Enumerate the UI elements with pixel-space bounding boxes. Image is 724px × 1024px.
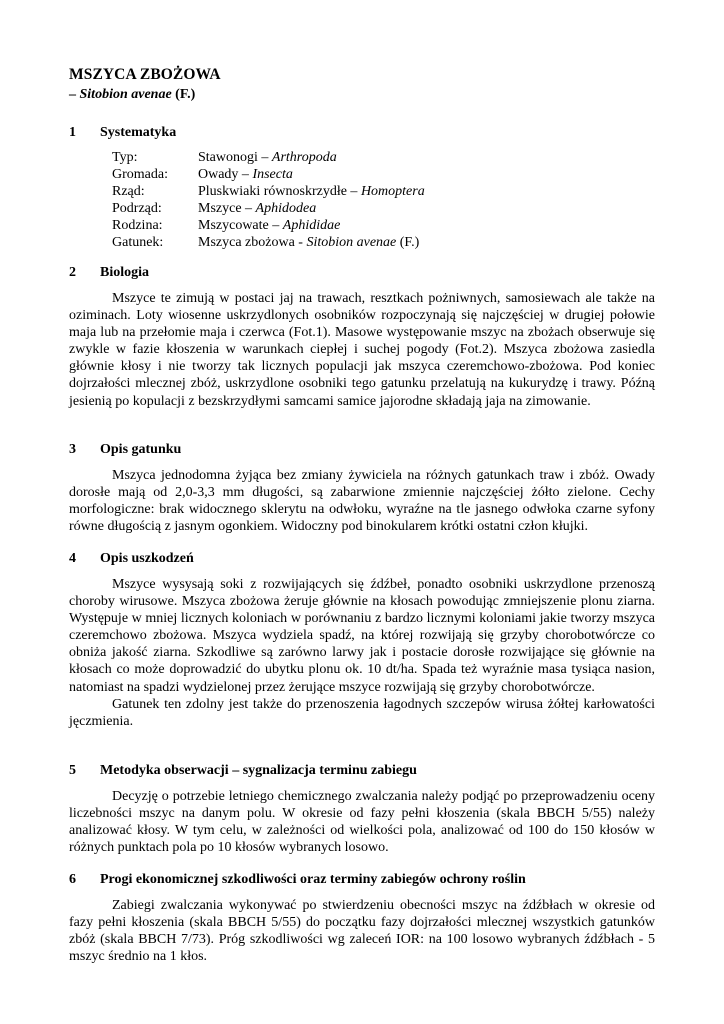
paragraph-opis-gatunku-block: [69, 467, 655, 535]
section-number: 4: [69, 551, 76, 566]
section-heading-opis-uszkodzen: [69, 551, 194, 567]
section-number: 3: [69, 442, 76, 457]
section-number: 2: [69, 265, 76, 280]
taxonomy-key: Gromada:: [112, 167, 168, 182]
section-title: Metodyka obserwacji – sygnalizacja terminu zabiegu: [100, 763, 417, 778]
paragraph-metodyka: Decyzję o potrzebie letniego chemicznego zwalczania należy podjąć po przeprowadzeniu oceny liczebności mszyc na danym polu. W okresie od fazy pełni kłoszenia (skala BBCH 5/55) należy analizować kłosy. W tym celu, w zależności od wielkości pola, analizować od 100 do 150 kłosów w różnych punktach pola po 10 kłosów wybranych losowo.: [69, 789, 655, 856]
paragraph-biologia: Mszyce te zimują w postaci jaj na trawach, resztkach pożniwnych, samosiewach ale także na oziminach. Loty wiosenne uskrzydlonych osobników rozpoczynają się najczęściej w drugiej połowie maja lub na przełomie maja i czerwca (Fot.1). Masowe występowanie mszyc na zbożach obserwuje się zwykle w fazie kłoszenia w warunkach ciepłej i suchej pogody (Fot.2). Mszyca zbożowa zasiedla głównie kłosy i nie tworzy tak licznych populacji jak mszyca czeremchowo-zbożowa. Pod koniec dojrzałości mlecznej zbóż, uskrzydlone osobniki tego gatunku przelatują na kukurydzę i trawy. Późną jesienią po kopulacji z bezskrzydłymi samcami samice jajorodne składają jaja na zimowanie.: [69, 291, 655, 409]
paragraph-opis-uszkodzen-1: Mszyce wysysają soki z rozwijających się źdźbeł, ponadto osobniki uskrzydlone przenoszą choroby wirusowe. Mszyca zbożowa żeruje głównie na kłosach powodując zmniejszenie plonu ziarna. Występuje w mniej licznych koloniach w porównaniu z bardzo licznymi koloniami jakie tworzy mszyca czeremchowo zbożowa. Mszyca wydziela spadź, na której rozwijają się grzyby chorobotwórcze co obniża jakość ziarna. Szkodliwe są zarówno larwy jak i postacie dorosłe rozwijające się głównie na kłosach co może doprowadzić do ubytku plonu ok. 10 dt/ha. Spada też wyraźnie masa tysiąca nasion, natomiast na spadzi wydzielonej przez żerujące mszyce rozwijają się grzyby chorobotwórcze.: [69, 577, 655, 695]
taxonomy-row-rzad: [112, 183, 425, 200]
taxonomy-value: Owady –: [198, 167, 253, 182]
section-heading-progi: [69, 872, 526, 888]
taxonomy-value: Stawonogi –: [198, 150, 272, 165]
taxonomy-key: Typ:: [112, 150, 138, 165]
section-heading-metodyka: [69, 763, 417, 779]
taxonomy-key: Podrząd:: [112, 201, 162, 216]
taxonomy-row-rodzina: [112, 217, 425, 234]
taxonomy-row-gromada: [112, 166, 425, 183]
taxonomy-row-podrzad: [112, 200, 425, 217]
section-heading-biologia: [69, 265, 149, 281]
subtitle-author: (F.): [171, 87, 196, 102]
taxonomy-suffix: (F.): [396, 235, 420, 250]
taxonomy-key: Rząd:: [112, 184, 145, 199]
taxonomy-key: Rodzina:: [112, 218, 163, 233]
section-number: 5: [69, 763, 76, 778]
taxonomy-value: Pluskwiaki równoskrzydłe –: [198, 184, 361, 199]
document-subtitle: [69, 87, 195, 103]
section-title: Progi ekonomicznej szkodliwości oraz terminy zabiegów ochrony roślin: [100, 872, 526, 887]
section-title: Biologia: [100, 265, 150, 280]
subtitle-latin-name: Sitobion avenae: [79, 87, 172, 102]
taxonomy-latin: Arthropoda: [271, 150, 337, 165]
paragraph-opis-uszkodzen-block: [69, 576, 655, 730]
taxonomy-value: Mszyca zbożowa -: [198, 235, 307, 250]
section-number: 6: [69, 872, 76, 887]
document-title: MSZYCA ZBOŻOWA: [69, 66, 221, 83]
paragraph-metodyka-block: [69, 788, 655, 856]
section-heading-opis-gatunku: [69, 442, 181, 458]
section-title: Systematyka: [100, 125, 177, 140]
section-title: Opis gatunku: [100, 442, 182, 457]
taxonomy-latin: Aphididae: [282, 218, 341, 233]
paragraph-opis-gatunku: Mszyca jednodomna żyjąca bez zmiany żywiciela na różnych gatunkach traw i zbóż. Owady dorosłe mają od 2,0-3,3 mm długości, są zabarwione zmiennie najczęściej żółto zielone. Cechy morfologiczne: brak widocznego sklerytu na odwłoku, wyraźne na tle jasnego odwłoka czarne syfony równe długością z jasnym ogonkiem. Widoczny pod binokularem krótki ostatni człon kłujki.: [69, 468, 655, 535]
paragraph-progi-block: [69, 897, 655, 965]
taxonomy-row-gatunek: [112, 234, 425, 251]
section-heading-systematyka: [69, 125, 176, 141]
taxonomy-latin: Homoptera: [360, 184, 425, 199]
taxonomy-row-typ: [112, 149, 425, 166]
taxonomy-key: Gatunek:: [112, 235, 164, 250]
taxonomy-latin: Aphidodea: [255, 201, 317, 216]
paragraph-progi: Zabiegi zwalczania wykonywać po stwierdzeniu obecności mszyc na źdźbłach w okresie od fazy pełni kłoszenia (skala BBCH 5/55) do początku fazy dojrzałości mlecznej wszystkich gatunków zbóż (skala BBCH 7/73). Próg szkodliwości wg zaleceń IOR: na 100 losowo wybranych źdźbłach - 5 mszyc średnio na 1 kłos.: [69, 898, 655, 965]
paragraph-opis-uszkodzen-2: Gatunek ten zdolny jest także do przenoszenia łagodnych szczepów wirusa żółtej karłowatości jęczmienia.: [69, 696, 655, 729]
subtitle-dash: –: [69, 87, 80, 102]
taxonomy-table: [112, 149, 425, 251]
taxonomy-latin: Sitobion avenae: [306, 235, 397, 250]
taxonomy-value: Mszyce –: [198, 201, 256, 216]
taxonomy-latin: Insecta: [252, 167, 293, 182]
section-title: Opis uszkodzeń: [100, 551, 194, 566]
section-number: 1: [69, 125, 76, 140]
paragraph-biologia-block: [69, 290, 655, 410]
taxonomy-value: Mszycowate –: [198, 218, 283, 233]
